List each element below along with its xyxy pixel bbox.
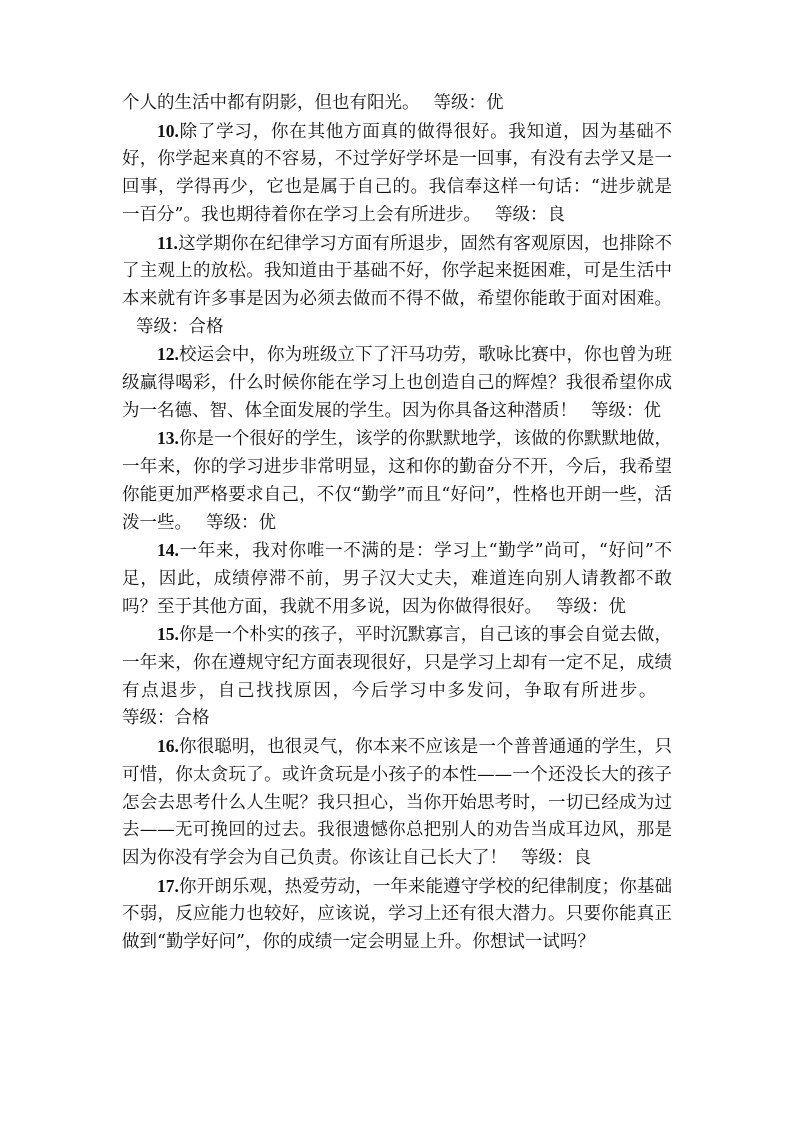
paragraph-text: 一年来，我对你唯一不满的是：学习上“勤学”尚可，“好问”不足，因此，成绩停滞不前，男子汉大丈夫，难道连向别人请教都不敢吗？至于其他方面，我就不用多说，因为你做得很好。 [122, 541, 672, 617]
grade-label: 等级：优 [556, 596, 626, 617]
paragraph-13 [122, 425, 672, 537]
paragraph-17 [122, 873, 672, 957]
item-number: 10. [157, 120, 179, 141]
paragraph-16 [122, 733, 672, 873]
paragraph-text: 这学期你在纪律学习方面有所退步，固然有客观原因，也排除不了主观上的放松。我知道由于基础不好，你学起来挺困难，可是生活中本来就有许多事是因为必须去做而不得不做，希望你能敢于面对困难。 [122, 233, 672, 309]
item-number: 13. [157, 428, 179, 449]
item-number: 14. [157, 540, 179, 561]
paragraph-text: 校运会中，你为班级立下了汗马功劳，歌咏比赛中，你也曾为班级赢得喝彩，什么时候你能在学习上也创造自己的辉煌？我很希望你成为一名德、智、体全面发展的学生。因为你具备这种潜质！ [122, 345, 672, 421]
paragraph-text: 你是一个很好的学生，该学的你默默地学，该做的你默默地做，一年来，你的学习进步非常明显，这和你的勤奋分不开，今后，我希望你能更加严格要求自己，不仅“勤学”而且“好问”，性格也开朗一些，活泼一些。 [122, 429, 672, 533]
paragraph-text: 你是一个朴实的孩子，平时沉默寡言，自己该的事会自觉去做，一年来，你在遵规守纪方面表现很好，只是学习上却有一定不足，成绩有点退步，自己找找原因，今后学习中多发问，争取有所进步。 [122, 625, 672, 701]
paragraph-text: 除了学习，你在其他方面真的做得很好。我知道，因为基础不好，你学起来真的不容易，不过学好学坏是一回事，有没有去学又是一回事，学得再少，它也是属于自己的。我信奉这样一句话：“进步就是一百分”。我也期待着你在学习上会有所进步。 [122, 121, 672, 225]
document-body [122, 90, 672, 957]
grade-label: 等级：良 [521, 847, 591, 868]
item-number: 15. [157, 624, 179, 645]
item-number: 17. [157, 875, 179, 896]
paragraph-15 [122, 621, 672, 733]
grade-label: 等级：优 [206, 512, 276, 533]
item-number: 11. [157, 232, 178, 253]
grade-label: 等级：良 [494, 204, 565, 225]
paragraph-0 [122, 90, 672, 118]
grade-label: 等级：合格 [136, 316, 224, 337]
grade-label: 等级：合格 [122, 708, 210, 729]
paragraph-10 [122, 118, 672, 230]
paragraph-12 [122, 341, 672, 425]
paragraph-14 [122, 537, 672, 621]
paragraph-text: 你很聪明，也很灵气，你本来不应该是一个普普通通的学生，只可惜，你太贪玩了。或许贪玩是小孩子的本性——一个还没长大的孩子怎会去思考什么人生呢？我只担心，当你开始思考时，一切已经成为过去——无可挽回的过去。我很遗憾你总把别人的劝告当成耳边风，那是因为你没有学会为自己负责。你该让自己长大了！ [122, 737, 672, 868]
paragraph-text: 你开朗乐观，热爱劳动，一年来能遵守学校的纪律制度；你基础不弱，反应能力也较好，应该说，学习上还有很大潜力。只要你能真正做到“勤学好问”，你的成绩一定会明显上升。你想试一试吗？ [122, 876, 672, 953]
item-number: 16. [157, 736, 179, 757]
item-number: 12. [157, 344, 179, 365]
paragraph-text: 个人的生活中都有阴影，但也有阳光。 [122, 93, 420, 113]
grade-label: 等级：优 [433, 93, 504, 113]
grade-label: 等级：优 [591, 400, 661, 421]
paragraph-11 [122, 230, 672, 342]
